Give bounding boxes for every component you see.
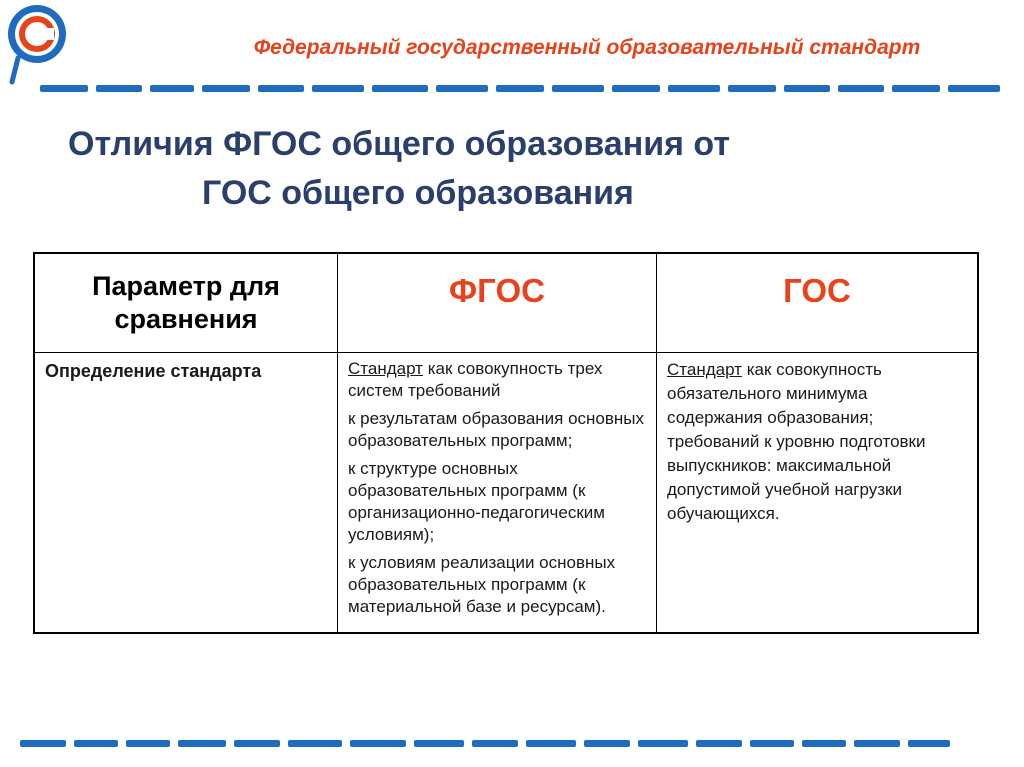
fgos-intro	[348, 358, 646, 402]
header-fgos: ФГОС	[338, 253, 657, 353]
header-title: Федеральный государственный образовательный стандарт	[253, 36, 921, 59]
table-header-row	[34, 253, 978, 353]
slide-title-line-1: Отличия ФГОС общего образования от	[68, 125, 731, 163]
cell-fgos	[338, 353, 657, 634]
top-dashed-rule	[40, 82, 1000, 94]
fgos-item-3: к условиям реализации основных образовательных программ (к материальной базе и ресурсам).	[348, 553, 616, 616]
table-row	[34, 353, 978, 634]
cell-gos	[657, 353, 979, 634]
bottom-dashed-rule	[20, 738, 950, 748]
header-param: Параметр для сравнения	[34, 253, 338, 353]
slide-title-line-2: ГОС общего образования	[202, 174, 634, 212]
header-gos: ГОС	[657, 253, 979, 353]
fgos-item-2: к структуре основных образовательных программ (к организационно-педагогическим условиям);	[348, 459, 605, 544]
fgos-item-1: к результатам образования основных образовательных программ;	[348, 409, 645, 450]
gos-keyword: Стандарт	[667, 360, 742, 379]
comparison-table	[33, 252, 979, 634]
fgos-intro-rest: как совокупность трех систем требований	[348, 359, 603, 400]
fgos-intro-keyword: Стандарт	[348, 359, 423, 378]
cell-param: Определение стандарта	[34, 353, 338, 634]
gos-rest: как совокупность обязательного минимума содержания образования; требований к уровню подготовки выпускников: максимальной допустимой учебной нагрузки обучающихся.	[667, 360, 926, 523]
